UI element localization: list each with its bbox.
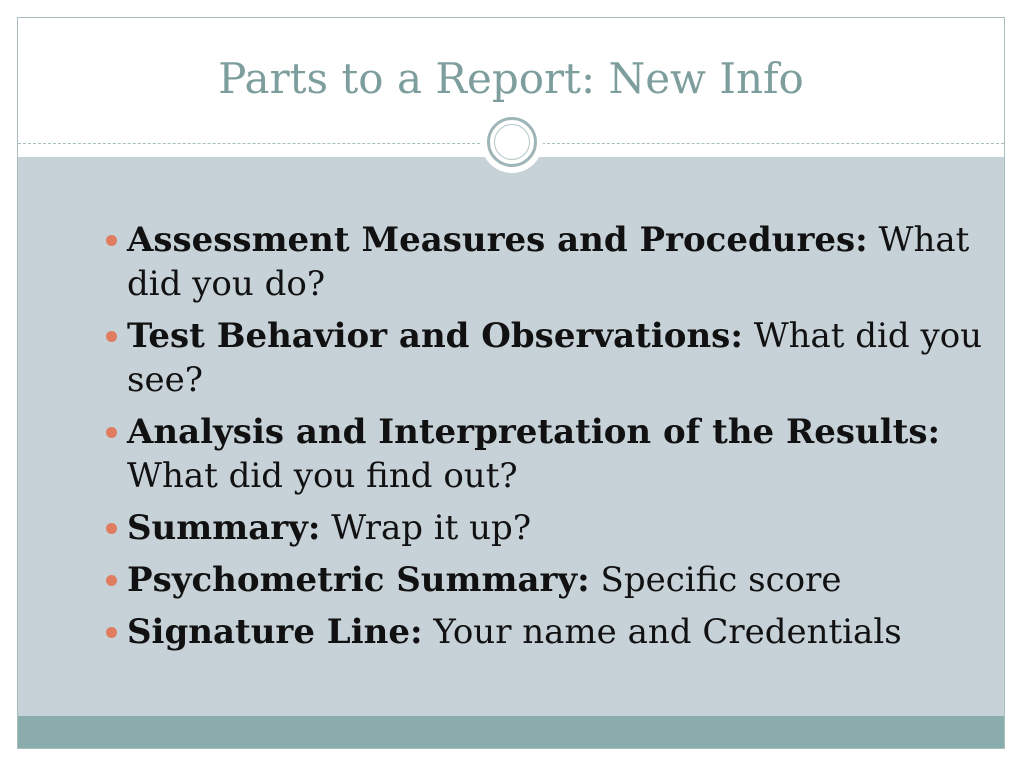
bullet-label: Assessment Measures and Procedures: bbox=[127, 220, 868, 260]
bullet-item bbox=[106, 314, 986, 402]
bullet-label: Psychometric Summary: bbox=[127, 560, 590, 600]
bullet-dot-icon bbox=[106, 331, 117, 342]
bullet-label: Summary: bbox=[127, 508, 321, 548]
bullet-dot-icon bbox=[106, 523, 117, 534]
bullet-text: What did you do? bbox=[127, 220, 970, 304]
bullet-text: What did you find out? bbox=[127, 456, 518, 496]
bullet-item bbox=[106, 410, 986, 498]
bullet-list bbox=[106, 218, 986, 662]
bullet-dot-icon bbox=[106, 427, 117, 438]
bullet-text: Your name and Credentials bbox=[433, 612, 902, 652]
bullet-label: Test Behavior and Observations: bbox=[127, 316, 743, 356]
bullet-item bbox=[106, 218, 986, 306]
footer-bar bbox=[18, 716, 1004, 749]
bullet-label: Analysis and Interpretation of the Results: bbox=[127, 412, 941, 452]
bullet-item bbox=[106, 558, 986, 602]
bullet-dot-icon bbox=[106, 575, 117, 586]
bullet-item bbox=[106, 610, 986, 654]
bullet-dot-icon bbox=[106, 627, 117, 638]
bullet-dot-icon bbox=[106, 235, 117, 246]
circle-ornament-inner bbox=[494, 124, 530, 160]
slide-title: Parts to a Report: New Info bbox=[218, 54, 804, 103]
slide bbox=[17, 17, 1005, 749]
bullet-text: What did you see? bbox=[127, 316, 983, 400]
bullet-item bbox=[106, 506, 986, 550]
bullet-label: Signature Line: bbox=[127, 612, 423, 652]
bullet-text: Wrap it up? bbox=[331, 508, 532, 548]
bullet-text: Specific score bbox=[600, 560, 842, 600]
